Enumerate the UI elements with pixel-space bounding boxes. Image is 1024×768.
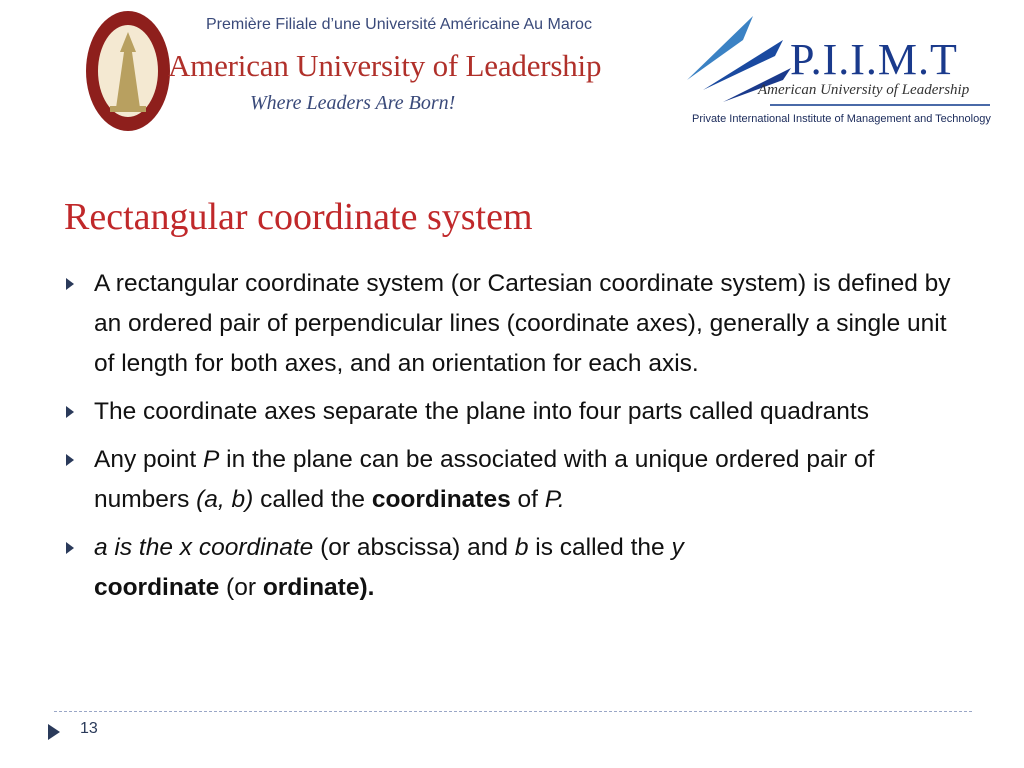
term-coordinates: coordinates: [371, 486, 511, 513]
bullet-text: in the plane can be associated with a unique ordered pair of numbers: [94, 446, 875, 513]
bullet-text: A rectangular coordinate system (or Cartesian coordinate system) is defined by an ordered pair of perpendicular lines (coordinate axes), generally a single unit of length for both axes, and an orientation for each axis.: [94, 270, 951, 377]
abscissa-label: a is the x coordinate: [94, 534, 314, 561]
bullet-arrow-icon: [66, 406, 74, 418]
piimt-name: P.I.I.M.T: [790, 35, 958, 84]
slide-title: Rectangular coordinate system: [64, 196, 533, 238]
aul-tagline: Première Filiale d’une Université Américaine Au Maroc: [206, 16, 592, 33]
bullet-item: [64, 392, 964, 432]
aul-name: American University of Leadership: [168, 48, 602, 83]
bullet-item: [64, 264, 964, 384]
bullet-arrow-icon: [66, 542, 74, 554]
bullet-arrow-icon: [66, 278, 74, 290]
pair-label: (a, b): [196, 486, 254, 513]
bullet-item: [64, 528, 964, 608]
bullet-text: (or: [219, 574, 263, 601]
piimt-divider: [770, 104, 990, 106]
point-label: P: [202, 446, 220, 473]
bullet-text: (or abscissa) and: [313, 534, 515, 561]
bullet-text: called the: [253, 486, 372, 513]
bullet-text: The coordinate axes separate the plane into four parts called quadrants: [94, 398, 869, 425]
point-label: P.: [544, 486, 565, 513]
bullet-text: of: [510, 486, 545, 513]
piimt-subtitle: American University of Leadership: [758, 82, 970, 98]
piimt-fullname: Private International Institute of Management and Technology: [692, 113, 991, 125]
bullet-list: [64, 264, 964, 616]
footer-arrow-icon: [48, 724, 60, 740]
page-number: 13: [80, 720, 98, 737]
bullet-arrow-icon: [66, 454, 74, 466]
bullet-item: [64, 440, 964, 520]
bullet-text: Any point: [94, 446, 203, 473]
term-coordinate: coordinate: [94, 574, 220, 601]
bullet-text: is called the: [528, 534, 672, 561]
term-ordinate: ordinate).: [262, 574, 375, 601]
var-b: b: [514, 534, 529, 561]
aul-motto: Where Leaders Are Born!: [250, 92, 456, 114]
var-y: y: [671, 534, 684, 561]
aul-seal-logo: [84, 8, 172, 134]
footer-divider: [54, 711, 972, 712]
